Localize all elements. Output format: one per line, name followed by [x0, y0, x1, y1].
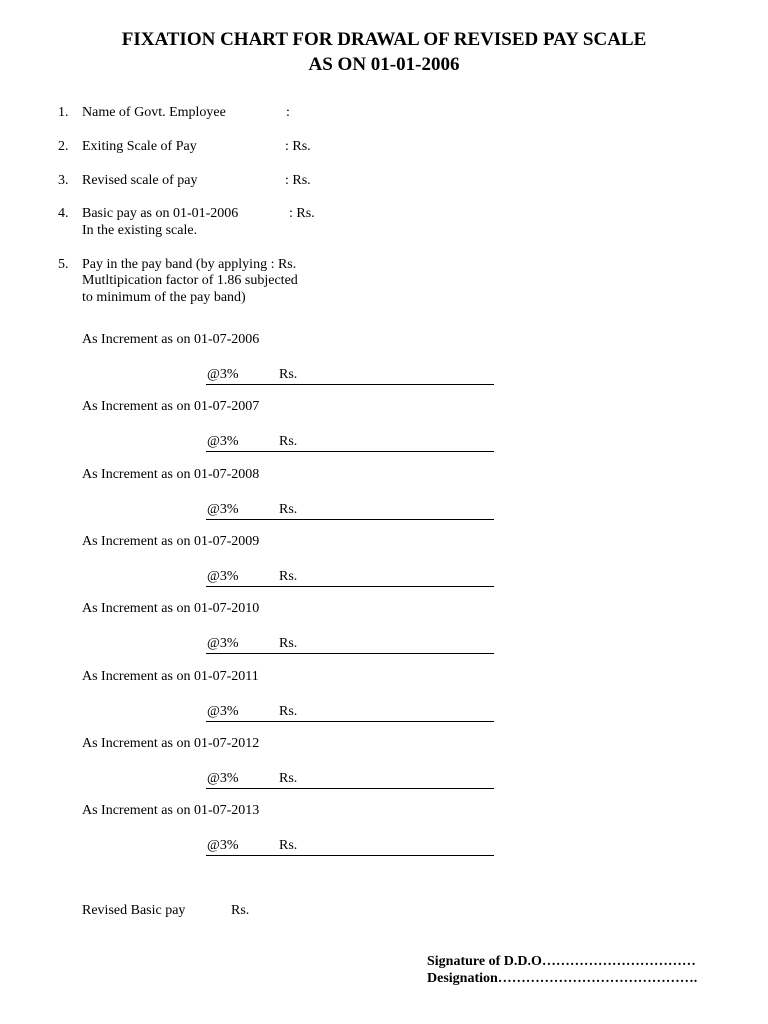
increment-rate: @3%: [207, 367, 239, 382]
increment-rate: @3%: [207, 771, 239, 786]
increment-rate: @3%: [207, 838, 239, 853]
item-5-label-line-3: to minimum of the pay band): [82, 290, 246, 305]
increment-rate: @3%: [207, 636, 239, 651]
item-4-label: Basic pay as on 01-01-2006: [82, 206, 239, 221]
item-2-suffix: : Rs.: [285, 139, 311, 154]
item-3-number: 3.: [58, 173, 69, 188]
item-4-number: 4.: [58, 206, 69, 221]
item-4-label-line-2: In the existing scale.: [82, 223, 198, 238]
increment-amount-line: [206, 384, 494, 385]
document-subtitle: AS ON 01-01-2006: [308, 54, 460, 75]
signature-ddo: Signature of D.D.O……………………………: [427, 954, 696, 969]
increment-label: As Increment as on 01-07-2008: [82, 467, 260, 482]
increment-amount-line: [206, 451, 494, 452]
increment-label: As Increment as on 01-07-2011: [82, 669, 259, 684]
increment-currency: Rs.: [279, 434, 298, 449]
increment-amount-line: [206, 788, 494, 789]
item-3-label: Revised scale of pay: [82, 173, 198, 188]
increment-currency: Rs.: [279, 502, 298, 517]
item-4-suffix: : Rs.: [289, 206, 315, 221]
increment-rate: @3%: [207, 704, 239, 719]
increment-rate: @3%: [207, 569, 239, 584]
increment-label: As Increment as on 01-07-2013: [82, 803, 260, 818]
item-2-label: Exiting Scale of Pay: [82, 139, 197, 154]
item-5-label: Pay in the pay band (by applying : Rs.: [82, 257, 297, 272]
increment-amount-line: [206, 586, 494, 587]
increment-rate: @3%: [207, 434, 239, 449]
increment-currency: Rs.: [279, 771, 298, 786]
item-5-label-line-2: Mutltipication factor of 1.86 subjected: [82, 273, 298, 288]
increment-currency: Rs.: [279, 636, 298, 651]
increment-label: As Increment as on 01-07-2012: [82, 736, 260, 751]
increment-currency: Rs.: [279, 367, 298, 382]
increment-amount-line: [206, 519, 494, 520]
revised-basic-pay-label: Revised Basic pay: [82, 903, 186, 918]
increment-label: As Increment as on 01-07-2009: [82, 534, 260, 549]
document-title: FIXATION CHART FOR DRAWAL OF REVISED PAY SCALE: [121, 29, 647, 50]
designation: Designation…………………………………….: [427, 971, 698, 986]
increment-label: As Increment as on 01-07-2006: [82, 332, 260, 347]
item-1-suffix: :: [286, 105, 290, 120]
increment-amount-line: [206, 855, 494, 856]
increment-label: As Increment as on 01-07-2010: [82, 601, 260, 616]
item-1-label: Name of Govt. Employee: [82, 105, 226, 120]
increment-rate: @3%: [207, 502, 239, 517]
increment-currency: Rs.: [279, 838, 298, 853]
revised-basic-pay-currency: Rs.: [231, 903, 250, 918]
increment-label: As Increment as on 01-07-2007: [82, 399, 260, 414]
increment-currency: Rs.: [279, 569, 298, 584]
item-3-suffix: : Rs.: [285, 173, 311, 188]
increment-amount-line: [206, 653, 494, 654]
increment-currency: Rs.: [279, 704, 298, 719]
item-5-number: 5.: [58, 257, 69, 272]
item-2-number: 2.: [58, 139, 69, 154]
item-1-number: 1.: [58, 105, 69, 120]
increment-amount-line: [206, 721, 494, 722]
